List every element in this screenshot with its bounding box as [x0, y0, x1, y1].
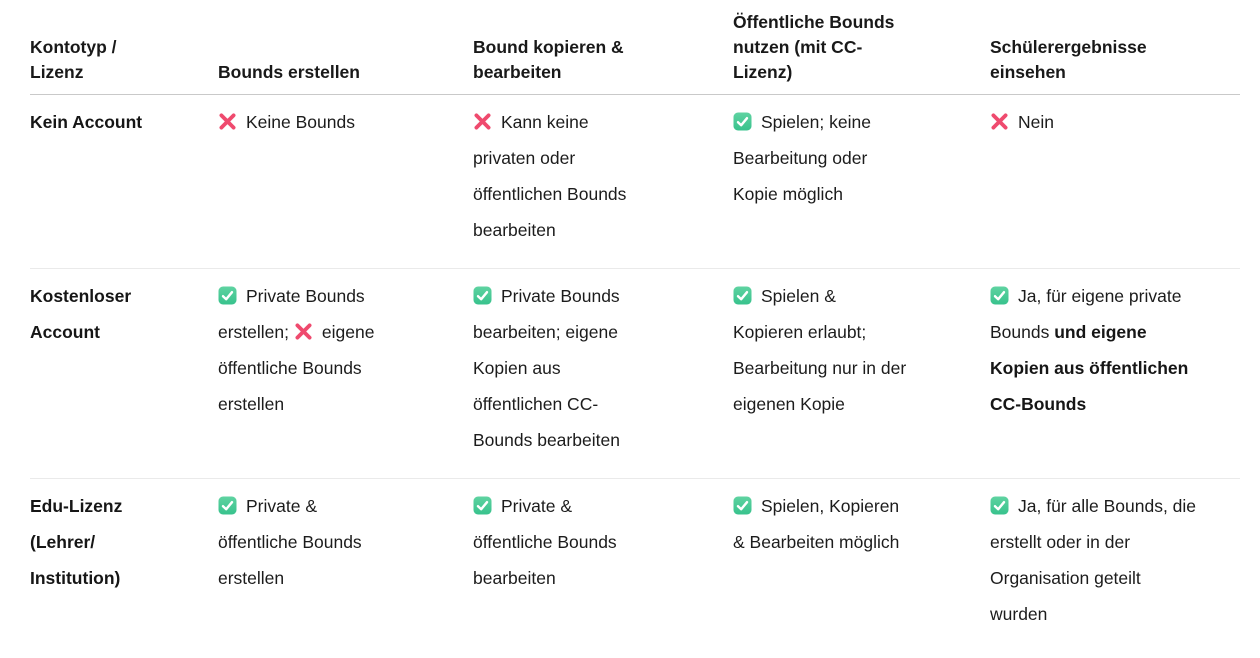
check-icon	[473, 496, 492, 515]
text-segment: bearbeiten; eigene	[473, 322, 618, 342]
table-header	[30, 0, 1240, 95]
row-label-cell-kostenloser-account	[30, 269, 218, 479]
text-segment: Keine Bounds	[246, 112, 355, 132]
text-segment: erstellt oder in der	[990, 532, 1131, 552]
table-row-kein-account	[30, 95, 1240, 269]
table-cell	[733, 95, 990, 269]
text-segment: (Lehrer/	[30, 532, 96, 552]
table-cell	[990, 269, 1240, 479]
table-cell	[733, 269, 990, 479]
text-segment: Lizenz)	[733, 62, 793, 82]
check-icon	[218, 286, 237, 305]
table-row-kostenloser-account	[30, 269, 1240, 479]
table-cell	[218, 269, 473, 479]
text-segment: erstellen;	[218, 322, 294, 342]
text-segment: öffentliche Bounds	[218, 358, 362, 378]
text-segment: Bounds bearbeiten	[473, 430, 620, 450]
text-segment: nutzen (mit CC-	[733, 37, 863, 57]
text-segment: Bounds erstellen	[218, 62, 360, 82]
text-segment: öffentlichen Bounds	[473, 184, 627, 204]
cross-icon	[473, 112, 492, 131]
text-segment: Kontotyp /	[30, 37, 117, 57]
text-segment: Bound kopieren &	[473, 37, 624, 57]
table-cell	[473, 269, 733, 479]
table-cell	[473, 95, 733, 269]
text-segment: Kopien aus öffentlichen	[990, 358, 1189, 378]
column-header-bound-kopieren-bearbeiten	[473, 0, 733, 95]
text-segment: einsehen	[990, 62, 1066, 82]
text-segment: erstellen	[218, 394, 285, 414]
text-segment: Kopieren erlaubt;	[733, 322, 867, 342]
check-icon	[990, 496, 1009, 515]
text-segment: Öffentliche Bounds	[733, 12, 895, 32]
check-icon	[733, 112, 752, 131]
text-segment: Account	[30, 322, 100, 342]
text-segment: Schülerergebnisse	[990, 37, 1147, 57]
text-segment: Kopien aus	[473, 358, 561, 378]
table-cell	[473, 479, 733, 653]
table-row-edu-lizenz	[30, 479, 1240, 653]
text-segment: Kann keine	[501, 112, 589, 132]
table-body	[30, 95, 1240, 653]
column-header-kontotyp-lizenz	[30, 0, 218, 95]
text-segment: bearbeiten	[473, 62, 562, 82]
text-segment: Ja, für eigene private	[1018, 286, 1182, 306]
text-segment: und eigene	[1054, 322, 1147, 342]
text-segment: Spielen, Kopieren	[761, 496, 900, 516]
text-segment: Private &	[246, 496, 317, 516]
text-segment: Spielen &	[761, 286, 836, 306]
text-segment: Edu-Lizenz	[30, 496, 123, 516]
text-segment: bearbeiten	[473, 220, 556, 240]
table-cell	[990, 479, 1240, 653]
table-cell	[218, 479, 473, 653]
row-label-cell-kein-account	[30, 95, 218, 269]
text-segment: privaten oder	[473, 148, 576, 168]
text-segment: öffentlichen CC-	[473, 394, 599, 414]
text-segment: Institution)	[30, 568, 121, 588]
table-cell	[990, 95, 1240, 269]
text-segment: erstellen	[218, 568, 285, 588]
text-segment: Organisation geteilt	[990, 568, 1141, 588]
text-segment: Kein Account	[30, 112, 143, 132]
text-segment: Ja, für alle Bounds, die	[1018, 496, 1197, 516]
permissions-table	[30, 0, 1240, 652]
column-header-bounds-erstellen	[218, 0, 473, 95]
table-cell	[733, 479, 990, 653]
text-segment: bearbeiten	[473, 568, 556, 588]
text-segment: Bearbeitung oder	[733, 148, 868, 168]
row-label-cell-edu-lizenz	[30, 479, 218, 653]
check-icon	[473, 286, 492, 305]
text-segment: Private &	[501, 496, 572, 516]
column-header-oeffentliche-bounds-nutzen	[733, 0, 990, 95]
table-cell	[218, 95, 473, 269]
text-segment: wurden	[990, 604, 1048, 624]
text-segment: CC-Bounds	[990, 394, 1087, 414]
cross-icon	[294, 322, 313, 341]
text-segment: Nein	[1018, 112, 1054, 132]
text-segment: öffentliche Bounds	[473, 532, 617, 552]
text-segment: Private Bounds	[501, 286, 620, 306]
check-icon	[733, 286, 752, 305]
text-segment: eigenen Kopie	[733, 394, 845, 414]
text-segment: Lizenz	[30, 62, 84, 82]
check-icon	[733, 496, 752, 515]
check-icon	[218, 496, 237, 515]
text-segment: Spielen; keine	[761, 112, 871, 132]
check-icon	[990, 286, 1009, 305]
text-segment: Bounds	[990, 322, 1055, 342]
text-segment: eigene	[321, 322, 375, 342]
text-segment: Kopie möglich	[733, 184, 843, 204]
column-header-schuelerergebnisse-einsehen	[990, 0, 1240, 95]
cross-icon	[990, 112, 1009, 131]
text-segment: öffentliche Bounds	[218, 532, 362, 552]
header-row	[30, 0, 1240, 95]
text-segment: Private Bounds	[246, 286, 365, 306]
cross-icon	[218, 112, 237, 131]
text-segment: & Bearbeiten möglich	[733, 532, 900, 552]
text-segment: Kostenloser	[30, 286, 132, 306]
text-segment: Bearbeitung nur in der	[733, 358, 907, 378]
